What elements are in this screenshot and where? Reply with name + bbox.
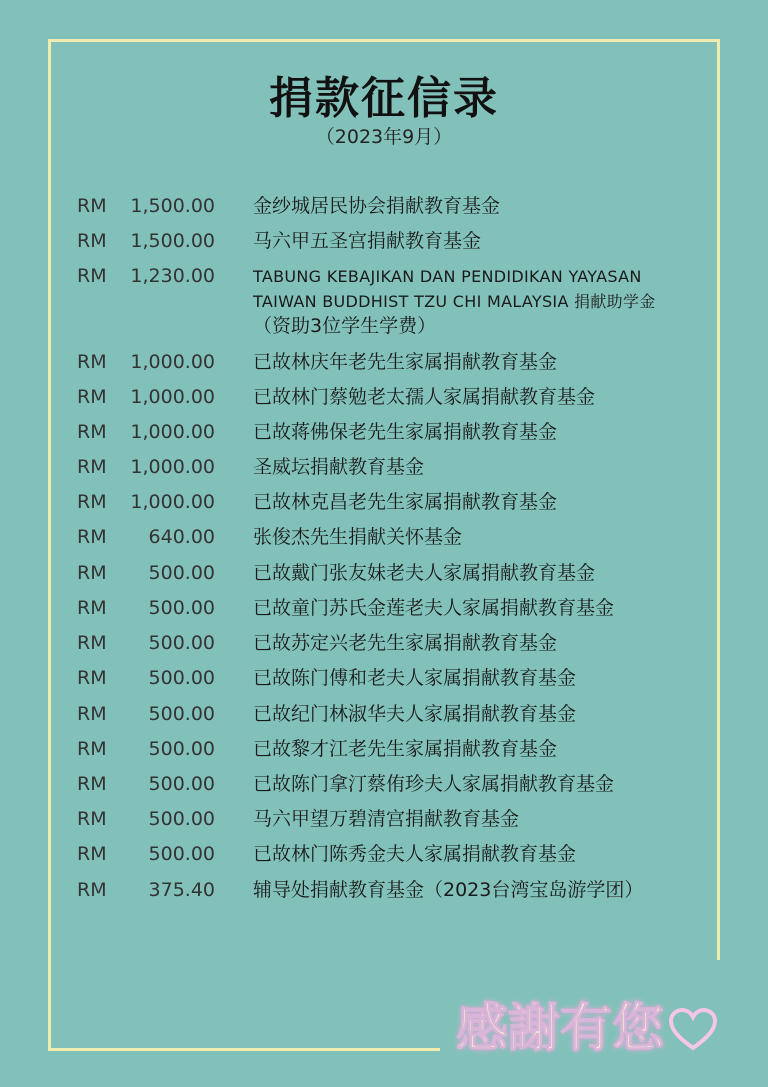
- description-line: 已故童门苏氏金莲老夫人家属捐献教育基金: [253, 597, 615, 619]
- page-title: 捐款征信录: [269, 73, 499, 124]
- currency-label: RM: [77, 597, 107, 619]
- page-subtitle: （2023年9月）: [315, 126, 453, 148]
- currency-label: RM: [77, 351, 107, 373]
- donation-amount: 1,000.00: [130, 456, 215, 478]
- donation-description: [253, 596, 723, 621]
- currency-label: RM: [77, 456, 107, 478]
- donation-description: [253, 666, 723, 691]
- donation-amount: 375.40: [148, 879, 215, 901]
- donation-description: [253, 455, 723, 480]
- donation-description: [253, 490, 723, 515]
- donation-amount: 1,000.00: [130, 386, 215, 408]
- donation-description: [253, 878, 723, 903]
- description-line: （资助3位学生学费）: [253, 315, 437, 337]
- donation-description: [253, 772, 723, 797]
- donation-description: [253, 807, 723, 832]
- donation-description: [253, 702, 723, 727]
- description-line: 已故蒋佛保老先生家属捐献教育基金: [253, 421, 558, 443]
- donation-description: [253, 420, 723, 445]
- donation-amount: 500.00: [148, 808, 215, 830]
- donation-amount: 1,500.00: [130, 195, 215, 217]
- description-line: 已故纪门林淑华夫人家属捐献教育基金: [253, 703, 577, 725]
- currency-label: RM: [77, 632, 107, 654]
- currency-label: RM: [77, 667, 107, 689]
- donation-description: [253, 385, 723, 410]
- description-line: 圣威坛捐献教育基金: [253, 456, 425, 478]
- description-line: 已故苏定兴老先生家属捐献教育基金: [253, 632, 558, 654]
- donation-description: [253, 264, 723, 339]
- description-line: 已故陈门傅和老夫人家属捐献教育基金: [253, 667, 577, 689]
- donation-amount: 500.00: [148, 597, 215, 619]
- donation-amount: 500.00: [148, 703, 215, 725]
- description-line: 马六甲五圣宫捐献教育基金: [253, 230, 482, 252]
- currency-label: RM: [77, 562, 107, 584]
- donation-amount: 500.00: [148, 843, 215, 865]
- description-line: TABUNG KEBAJIKAN DAN PENDIDIKAN YAYASAN: [253, 267, 642, 286]
- description-line: 辅导处捐献教育基金（2023台湾宝岛游学团）: [253, 879, 644, 901]
- currency-label: RM: [77, 808, 107, 830]
- currency-label: RM: [77, 843, 107, 865]
- description-line: 金纱城居民协会捐献教育基金: [253, 195, 501, 217]
- donation-amount: 1,000.00: [130, 491, 215, 513]
- donation-amount: 1,000.00: [130, 421, 215, 443]
- description-line: 张俊杰先生捐献关怀基金: [253, 526, 463, 548]
- currency-label: RM: [77, 703, 107, 725]
- currency-label: RM: [77, 421, 107, 443]
- donation-description: [253, 229, 723, 254]
- donation-description: [253, 842, 723, 867]
- currency-label: RM: [77, 773, 107, 795]
- donation-amount: 1,230.00: [130, 265, 215, 287]
- currency-label: RM: [77, 738, 107, 760]
- currency-label: RM: [77, 230, 107, 252]
- donation-description: [253, 631, 723, 656]
- thanks-text: 感謝有您: [456, 999, 665, 1059]
- donation-description: [253, 350, 723, 375]
- donation-description: [253, 737, 723, 762]
- currency-label: RM: [77, 265, 107, 287]
- description-line: 马六甲望万碧清宫捐献教育基金: [253, 808, 520, 830]
- donation-amount: 500.00: [148, 738, 215, 760]
- currency-label: RM: [77, 195, 107, 217]
- description-line: 已故林门蔡勉老太孺人家属捐献教育基金: [253, 386, 596, 408]
- donation-amount: 500.00: [148, 773, 215, 795]
- donation-amount: 1,500.00: [130, 230, 215, 252]
- donation-amount: 500.00: [148, 667, 215, 689]
- description-line: 已故林庆年老先生家属捐献教育基金: [253, 351, 558, 373]
- currency-label: RM: [77, 879, 107, 901]
- donation-amount: 640.00: [148, 526, 215, 548]
- donation-amount: 500.00: [148, 632, 215, 654]
- currency-label: RM: [77, 386, 107, 408]
- description-line: 已故林门陈秀金夫人家属捐献教育基金: [253, 843, 577, 865]
- currency-label: RM: [77, 526, 107, 548]
- donation-description: [253, 194, 723, 219]
- description-line: 已故戴门张友妹老夫人家属捐献教育基金: [253, 562, 596, 584]
- currency-label: RM: [77, 491, 107, 513]
- heart-icon: [668, 1008, 718, 1052]
- description-line: TAIWAN BUDDHIST TZU CHI MALAYSIA 捐献助学金: [253, 292, 656, 311]
- donation-description: [253, 561, 723, 586]
- donation-amount: 500.00: [148, 562, 215, 584]
- description-line: 已故陈门拿汀蔡侑珍夫人家属捐献教育基金: [253, 773, 615, 795]
- description-line: 已故黎才江老先生家属捐献教育基金: [253, 738, 558, 760]
- donation-description: [253, 525, 723, 550]
- donation-amount: 1,000.00: [130, 351, 215, 373]
- thanks-banner: [456, 986, 726, 1066]
- description-line: 已故林克昌老先生家属捐献教育基金: [253, 491, 558, 513]
